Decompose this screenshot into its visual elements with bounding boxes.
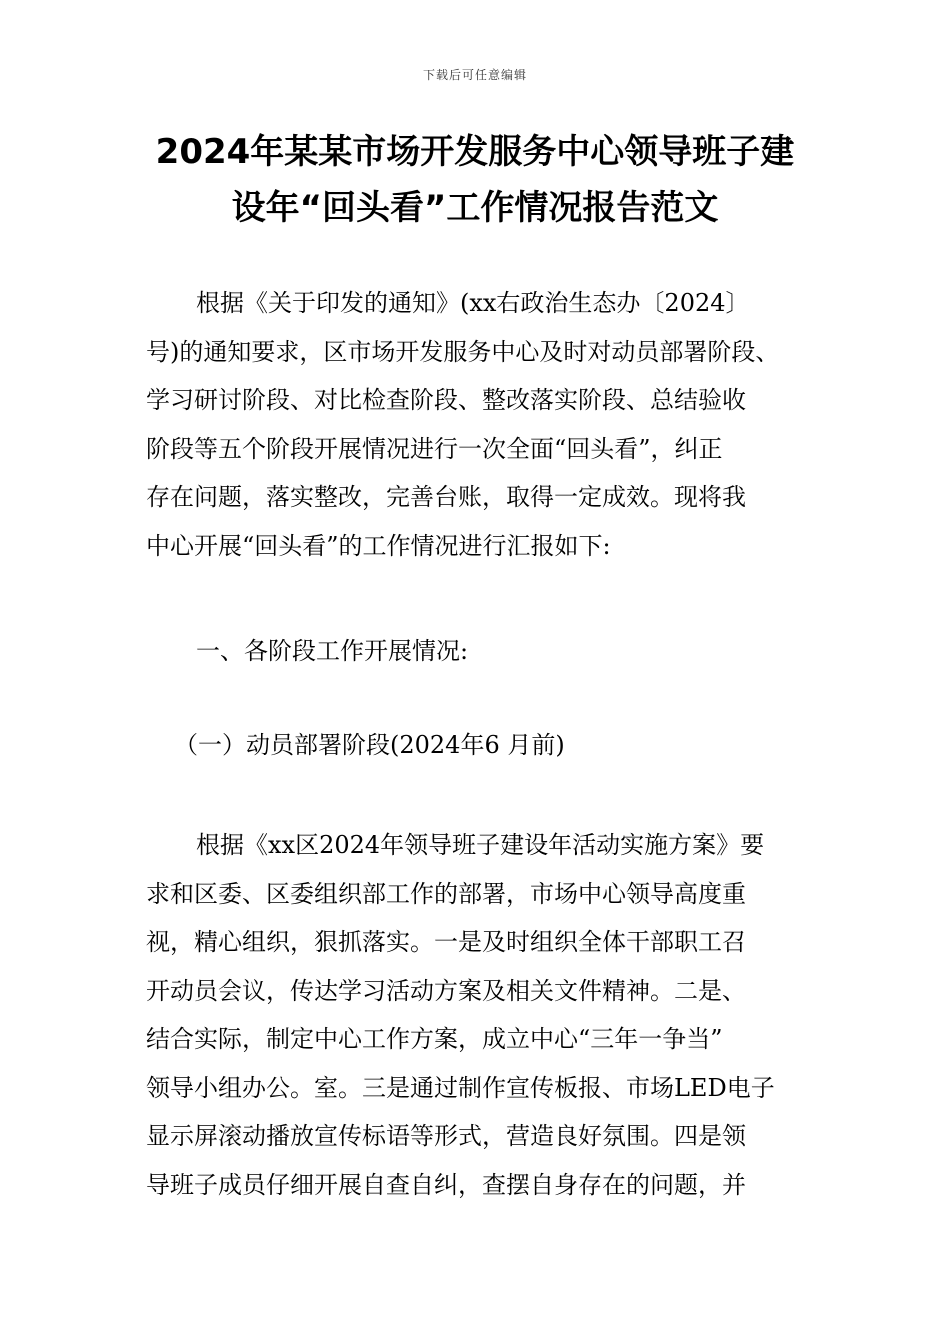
paragraph-line: 领导小组办公。室。三是通过制作宣传板报、市场LED电子 bbox=[146, 1073, 775, 1102]
intro-paragraph bbox=[146, 279, 811, 570]
paragraph-line: 结合实际，制定中心工作方案，成立中心“三年一争当” bbox=[146, 1025, 723, 1053]
paragraph-line: 导班子成员仔细开展自查自纠，查摆自身存在的问题，并 bbox=[146, 1170, 746, 1199]
paragraph-line: 学习研讨阶段、对比检查阶段、整改落实阶段、总结验收 bbox=[146, 386, 746, 414]
paragraph-line: 中心开展“回头看”的工作情况进行汇报如下: bbox=[146, 531, 611, 560]
section-heading-text: 一、各阶段工作开展情况: bbox=[196, 637, 469, 665]
paragraph-line: 视，精心组织，狠抓落实。一是及时组织全体干部职工召 bbox=[146, 928, 746, 956]
paragraph-line: 号)的通知要求，区市场开发服务中心及时对动员部署阶段、 bbox=[146, 337, 780, 366]
document-title bbox=[120, 124, 830, 236]
subsection-heading-text: （一）动员部署阶段(2024年6 月前) bbox=[174, 731, 565, 759]
title-line-1: 2024年某某市场开发服务中心领导班子建 bbox=[155, 132, 795, 172]
title-line-2: 设年“回头看”工作情况报告范文 bbox=[231, 188, 719, 228]
header-note: 下载后可任意编辑 bbox=[422, 68, 527, 82]
paragraph-line: 根据《关于印发的通知》(xx右政治生态办〔2024〕 bbox=[196, 289, 750, 317]
paragraph-line: 根据《xx区2024年领导班子建设年活动实施方案》要 bbox=[196, 831, 765, 859]
paragraph-line: 求和区委、区委组织部工作的部署，市场中心领导高度重 bbox=[146, 879, 746, 908]
paragraph-line: 显示屏滚动播放宣传标语等形式，营造良好氛围。四是领 bbox=[146, 1122, 746, 1150]
mobilization-paragraph bbox=[146, 821, 811, 1209]
paragraph-line: 存在问题，落实整改，完善台账，取得一定成效。现将我 bbox=[146, 483, 746, 511]
paragraph-line: 阶段等五个阶段开展情况进行一次全面“回头看”，纠正 bbox=[146, 434, 723, 463]
subsection-heading bbox=[146, 721, 811, 770]
paragraph-line: 开动员会议，传达学习活动方案及相关文件精神。二是、 bbox=[146, 976, 746, 1005]
section-heading bbox=[146, 627, 811, 676]
